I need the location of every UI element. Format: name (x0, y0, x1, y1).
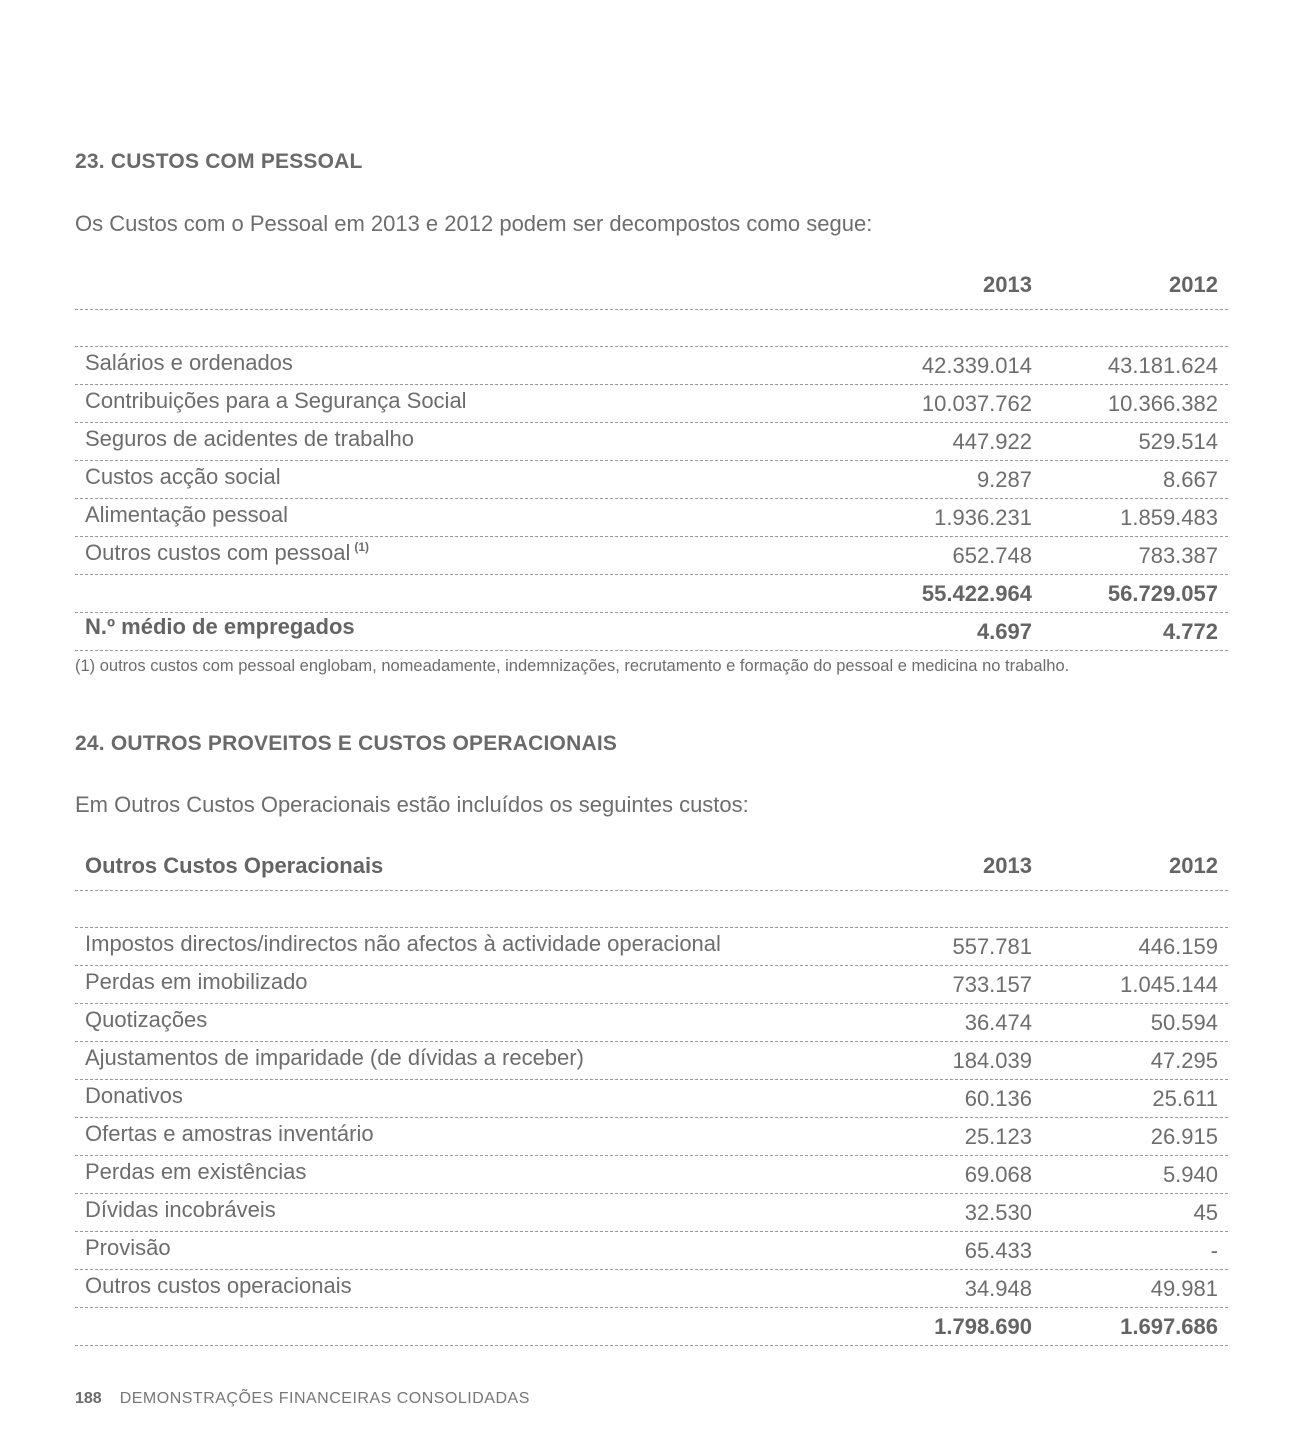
header-2012: 2012 (1169, 272, 1218, 297)
value-2012: 25.611 (1152, 1086, 1218, 1111)
row-label (85, 464, 281, 490)
value-2013: 60.136 (964, 1086, 1032, 1111)
table-row (75, 385, 1228, 423)
total-row (75, 575, 1228, 613)
value-2012: 49.981 (1150, 1276, 1218, 1301)
value-2013: 1.936.231 (934, 505, 1032, 530)
total-row (75, 1308, 1228, 1346)
value-2012: 43.181.624 (1107, 353, 1218, 378)
value-2013: 184.039 (952, 1048, 1032, 1073)
table-row (75, 537, 1228, 575)
header-2013: 2013 (983, 853, 1032, 878)
value-2012: 50.594 (1150, 1010, 1218, 1035)
row-label (85, 1273, 352, 1299)
row-label (85, 1197, 276, 1223)
value-2012: 783.387 (1138, 543, 1218, 568)
row-label (85, 1235, 171, 1261)
row-label-text: Perdas em existências (85, 1159, 307, 1184)
row-label (85, 388, 467, 414)
footnote-marker: (1) (354, 540, 370, 554)
value-2012: 10.366.382 (1107, 391, 1218, 416)
value-2013: 34.948 (964, 1276, 1032, 1301)
employees-row (75, 613, 1228, 651)
section-24-intro: Em Outros Custos Operacionais estão incluídos os seguintes custos: (75, 792, 749, 817)
value-2013: 69.068 (964, 1162, 1032, 1187)
total-2013: 55.422.964 (921, 581, 1032, 606)
row-label-text: Provisão (85, 1235, 171, 1260)
row-label (85, 1007, 207, 1033)
row-label-text: Dívidas incobráveis (85, 1197, 276, 1222)
table-row (75, 1232, 1228, 1270)
table-row (75, 499, 1228, 537)
row-label-text: Alimentação pessoal (85, 502, 289, 527)
value-2013: 9.287 (976, 467, 1032, 492)
row-label-text: Ajustamentos de imparidade (de dívidas a receber) (85, 1045, 584, 1070)
table-spacer-row (75, 891, 1228, 928)
section-23-intro: Os Custos com o Pessoal em 2013 e 2012 podem ser decompostos como segue: (75, 211, 873, 236)
row-label-text: Impostos directos/indirectos não afectos à actividade operacional (85, 931, 721, 956)
table-row (75, 1004, 1228, 1042)
footnote: (1) outros custos com pessoal englobam, nomeadamente, indemnizações, recrutamento e formação do pessoal e medicina no trabalho. (75, 657, 1070, 675)
row-label (85, 931, 721, 957)
row-label-text: Perdas em imobilizado (85, 969, 308, 994)
row-label (85, 969, 308, 995)
row-label (85, 540, 369, 566)
footer-title: DEMONSTRAÇÕES FINANCEIRAS CONSOLIDADAS (119, 1390, 530, 1407)
table-row (75, 1156, 1228, 1194)
value-2013: 557.781 (952, 934, 1032, 959)
value-2012: 8.667 (1162, 467, 1218, 492)
table-row (75, 347, 1228, 385)
value-2013: 36.474 (964, 1010, 1032, 1035)
total-2013: 1.798.690 (934, 1314, 1032, 1339)
value-2013: 447.922 (952, 429, 1032, 454)
row-label-text: Contribuições para a Segurança Social (85, 388, 467, 413)
row-label-text: Outros custos operacionais (85, 1273, 352, 1298)
employees-2013: 4.697 (976, 619, 1032, 644)
value-2013: 65.433 (964, 1238, 1032, 1263)
row-label-text: Seguros de acidentes de trabalho (85, 426, 415, 451)
row-label-text: Donativos (85, 1083, 183, 1108)
value-2013: 42.339.014 (921, 353, 1032, 378)
table-row (75, 1042, 1228, 1080)
section-24-title: 24. OUTROS PROVEITOS E CUSTOS OPERACIONAIS (75, 732, 618, 755)
row-label (85, 1083, 183, 1109)
table-row (75, 1118, 1228, 1156)
table-row (75, 1194, 1228, 1232)
header-2012: 2012 (1169, 853, 1218, 878)
row-label (85, 502, 288, 528)
value-2012: - (1210, 1238, 1218, 1263)
value-2012: 26.915 (1150, 1124, 1218, 1149)
table-header-row (75, 272, 1228, 310)
header-2013: 2013 (983, 272, 1032, 297)
row-label (85, 1159, 306, 1185)
value-2013: 25.123 (964, 1124, 1032, 1149)
value-2012: 529.514 (1138, 429, 1218, 454)
page-number: 188 (75, 1390, 102, 1407)
table-row (75, 1080, 1228, 1118)
section-23-title: 23. CUSTOS COM PESSOAL (75, 150, 363, 173)
value-2013: 733.157 (952, 972, 1032, 997)
value-2012: 1.859.483 (1120, 505, 1218, 530)
table-row (75, 461, 1228, 499)
value-2013: 32.530 (964, 1200, 1032, 1225)
total-2012: 1.697.686 (1120, 1314, 1218, 1339)
value-2013: 652.748 (952, 543, 1032, 568)
header-label: Outros Custos Operacionais (85, 853, 384, 878)
value-2012: 5.940 (1162, 1162, 1218, 1187)
value-2012: 45 (1193, 1200, 1218, 1225)
row-label-text: Quotizações (85, 1007, 208, 1032)
table-body (75, 928, 1228, 1308)
value-2013: 10.037.762 (921, 391, 1032, 416)
row-label-text: Custos acção social (85, 464, 281, 489)
table-header-row (75, 853, 1228, 891)
row-label (85, 1045, 584, 1071)
table-body (75, 347, 1228, 575)
value-2012: 47.295 (1150, 1048, 1218, 1073)
table-row (75, 928, 1228, 966)
table-spacer-row (75, 310, 1228, 347)
employees-label: N.º médio de empregados (85, 614, 355, 639)
value-2012: 446.159 (1138, 934, 1218, 959)
row-label (85, 1121, 374, 1147)
row-label (85, 426, 414, 452)
employees-2012: 4.772 (1162, 619, 1218, 644)
row-label-text: Ofertas e amostras inventário (85, 1121, 374, 1146)
total-2012: 56.729.057 (1107, 581, 1218, 606)
other-operating-costs-table (75, 853, 1228, 1346)
table-row (75, 1270, 1228, 1308)
table-row (75, 966, 1228, 1004)
table-row (75, 423, 1228, 461)
row-label-text: Salários e ordenados (85, 350, 293, 375)
row-label-text: Outros custos com pessoal (85, 540, 351, 565)
page-footer (75, 1390, 530, 1408)
value-2012: 1.045.144 (1120, 972, 1218, 997)
personnel-costs-table (75, 272, 1228, 651)
row-label (85, 350, 293, 376)
